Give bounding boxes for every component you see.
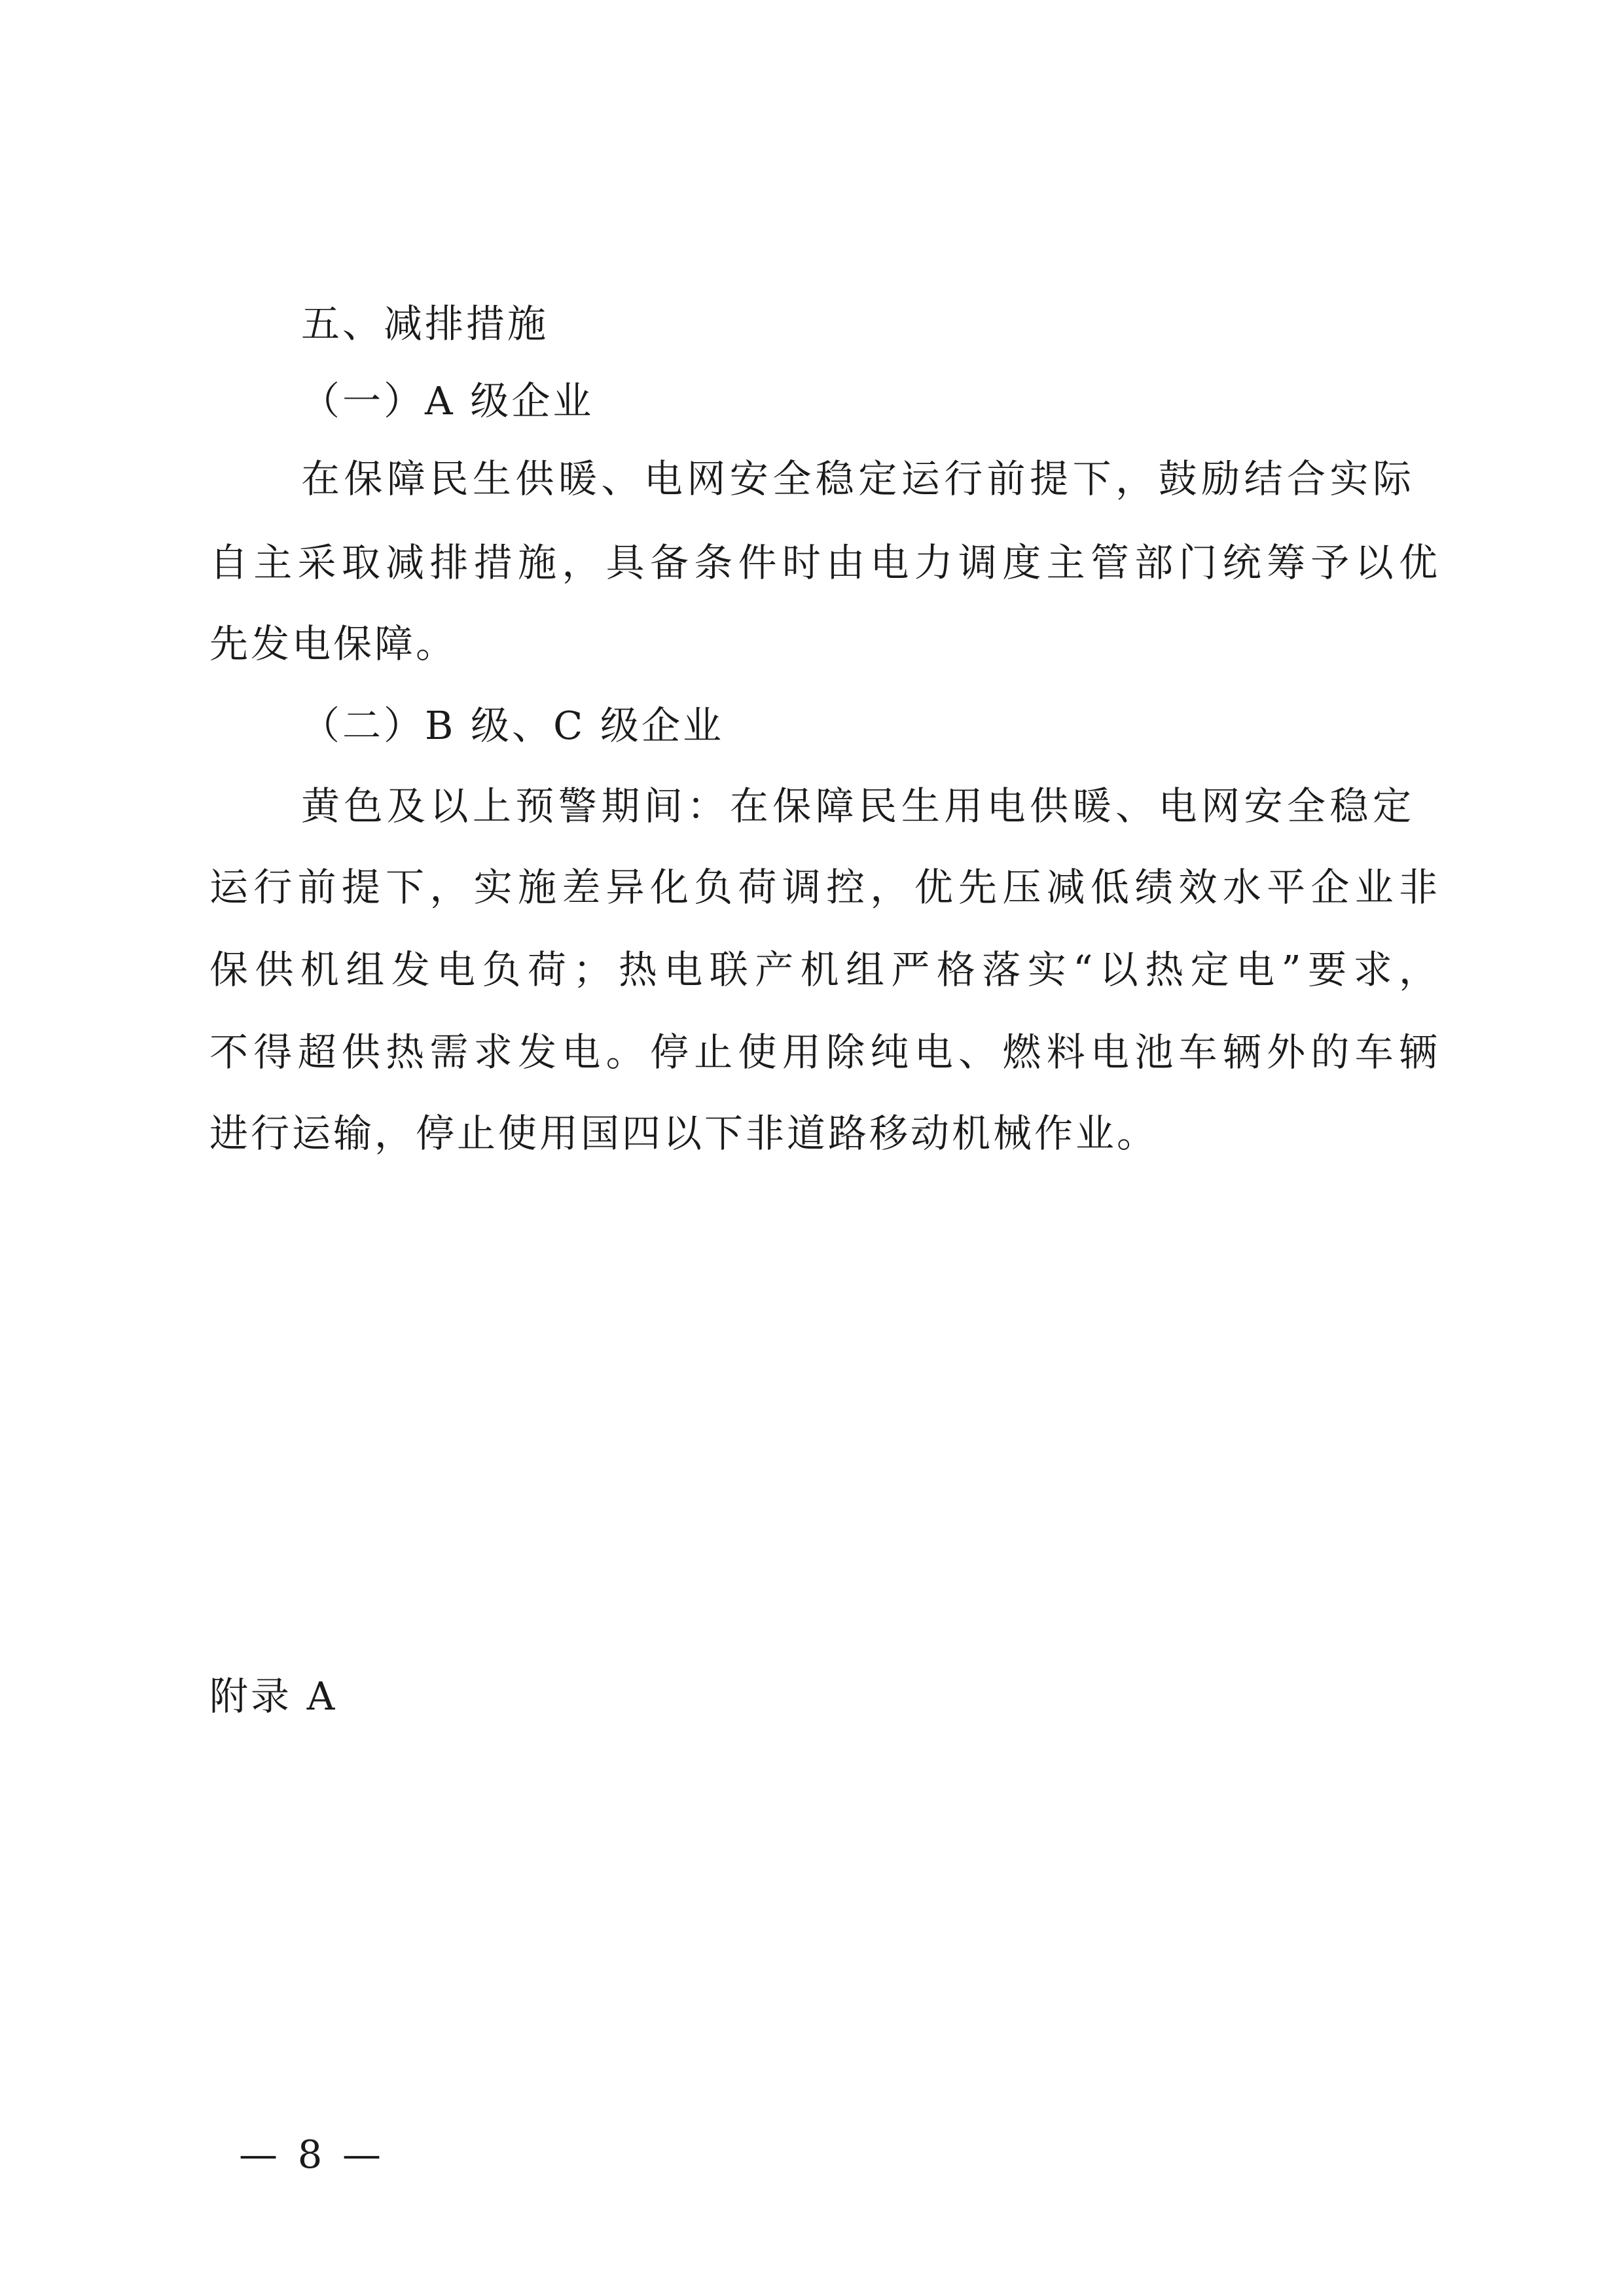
paragraph-line: 不得超供热需求发电。停止使用除纯电、燃料电池车辆外的车辆: [209, 1030, 1440, 1075]
page-number: — 8 —: [239, 2132, 386, 2177]
paragraph-line: 在保障民生供暖、电网安全稳定运行前提下，鼓励结合实际: [301, 456, 1414, 501]
paragraph-line: 进行运输，停止使用国四以下非道路移动机械作业。: [209, 1111, 1159, 1156]
paragraph-line: 自主采取减排措施，具备条件时由电力调度主管部门统筹予以优: [209, 540, 1440, 585]
appendix-label: 附录 A: [209, 1674, 338, 1719]
paragraph-line: 运行前提下，实施差异化负荷调控，优先压减低绩效水平企业非: [209, 865, 1440, 910]
paragraph-line: 保供机组发电负荷；热电联产机组严格落实“以热定电”要求，: [209, 947, 1440, 992]
subsection-bc-heading: （二）B 级、C 级企业: [301, 703, 725, 748]
subsection-a-heading: （一）A 级企业: [301, 378, 594, 423]
paragraph-line: 黄色及以上预警期间：在保障民生用电供暖、电网安全稳定: [301, 783, 1414, 829]
section-heading: 五、减排措施: [301, 301, 549, 346]
paragraph-line: 先发电保障。: [209, 621, 458, 666]
